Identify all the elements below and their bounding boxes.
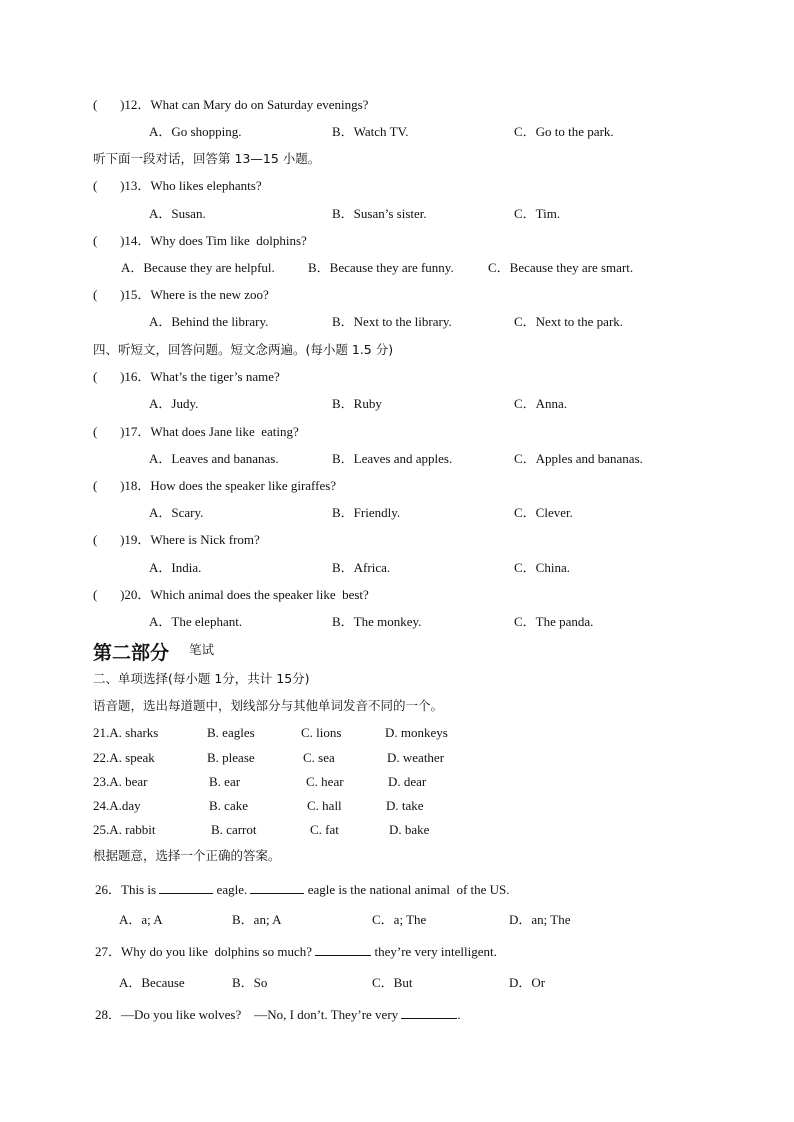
q18-option-b: B．Friendly. [332,505,401,520]
q26-option-d: D．an; The [509,912,571,927]
phonics-22-b: B. please [207,750,255,765]
q28-blank [401,1006,457,1019]
q18-option-c: C．Clever. [514,505,573,520]
phonics-25-b: B. carrot [211,822,257,837]
question-17: ( )17．What does Jane like eating? [93,424,299,439]
q14-option-a: A．Because they are helpful. [121,260,275,275]
q27-text-end: they’re very intelligent. [371,944,497,959]
question-20: ( )20．Which animal does the speaker like best? [93,587,369,602]
q27-blank [315,943,371,956]
q19-option-a: A．India. [149,560,202,575]
q16-option-a: A．Judy. [149,396,199,411]
q13-option-c: C．Tim. [514,206,561,221]
question-26 [95,881,510,898]
q12-option-c: C．Go to the park. [514,124,614,139]
instruction-13-15: 听下面一段对话，回答第 13—15 小题。 [93,151,321,166]
phonics-25-c: C. fat [310,822,339,837]
q27-option-a: A．Because [119,975,185,990]
question-15: ( )15．Where is the new zoo? [93,287,269,302]
q20-option-a: A．The elephant. [149,614,243,629]
q18-option-a: A．Scary. [149,505,204,520]
q16-option-b: B．Ruby [332,396,382,411]
q15-option-a: A．Behind the library. [149,314,269,329]
phonics-22-d: D. weather [387,750,445,765]
phonics-21-c: C. lions [301,725,342,740]
q13-option-b: B．Susan’s sister. [332,206,427,221]
phonics-22-c: C. sea [303,750,335,765]
q27-option-c: C．But [372,975,413,990]
q28-text-start: 28．—Do you like wolves? —No, I don’t. They’re very [95,1007,402,1022]
phonics-24-a: 24.A.day [93,798,141,813]
q27-option-b: B．So [232,975,268,990]
q17-option-c: C．Apples and bananas. [514,451,643,466]
q27-text-start: 27．Why do you like dolphins so much? [95,944,316,959]
phonics-instruction: 语音题，选出每道题中，划线部分与其他单词发音不同的一个。 [93,698,444,713]
phonics-23-a: 23.A. bear [93,774,148,789]
question-18: ( )18．How does the speaker like giraffes? [93,478,337,493]
q17-option-a: A．Leaves and bananas. [149,451,279,466]
q28-text-end: . [457,1007,461,1022]
phonics-23-b: B. ear [209,774,241,789]
question-12: ( )12．What can Mary do on Saturday evenings? [93,97,369,112]
phonics-21-a: 21.A. sharks [93,725,159,740]
q12-option-a: A．Go shopping. [149,124,242,139]
q26-option-b: B．an; A [232,912,282,927]
q26-text-mid: eagle. [213,882,251,897]
question-14: ( )14．Why does Tim like dolphins? [93,233,307,248]
q26-text-end: eagle is the national animal of the US. [304,882,510,897]
part-2-subtitle: 笔试 [189,642,215,657]
q16-option-c: C．Anna. [514,396,568,411]
phonics-24-d: D. take [386,798,424,813]
question-16: ( )16．What’s the tiger’s name? [93,369,280,384]
part-2-title: 第二部分 [93,642,170,664]
phonics-21-b: B. eagles [207,725,255,740]
question-28 [95,1006,461,1023]
section-4-heading: 四、听短文，回答问题。短文念两遍。(每小题 1.5 分) [93,342,394,357]
q26-option-a: A．a; A [119,912,163,927]
section-2-heading: 二、单项选择(每小题 1分，共计 15分) [93,671,310,686]
q26-option-c: C．a; The [372,912,427,927]
q26-blank-1 [159,881,213,894]
q14-option-b: B．Because they are funny. [308,260,454,275]
q26-blank-2 [250,881,304,894]
q15-option-b: B．Next to the library. [332,314,452,329]
phonics-24-b: B. cake [209,798,248,813]
phonics-22-a: 22.A. speak [93,750,155,765]
q19-option-c: C．China. [514,560,570,575]
phonics-24-c: C. hall [307,798,342,813]
q26-text-start: 26．This is [95,882,160,897]
q20-option-c: C．The panda. [514,614,594,629]
phonics-23-c: C. hear [306,774,344,789]
q12-option-b: B．Watch TV. [332,124,409,139]
choose-instruction: 根据题意，选择一个正确的答案。 [93,848,281,863]
phonics-21-d: D. monkeys [385,725,448,740]
q27-option-d: D．Or [509,975,546,990]
phonics-25-d: D. bake [389,822,430,837]
question-27 [95,943,497,960]
phonics-23-d: D. dear [388,774,427,789]
q17-option-b: B．Leaves and apples. [332,451,453,466]
phonics-25-a: 25.A. rabbit [93,822,156,837]
q15-option-c: C．Next to the park. [514,314,624,329]
question-19: ( )19．Where is Nick from? [93,532,260,547]
q13-option-a: A．Susan. [149,206,206,221]
question-13: ( )13．Who likes elephants? [93,178,262,193]
q19-option-b: B．Africa. [332,560,391,575]
q20-option-b: B．The monkey. [332,614,422,629]
q14-option-c: C．Because they are smart. [488,260,634,275]
